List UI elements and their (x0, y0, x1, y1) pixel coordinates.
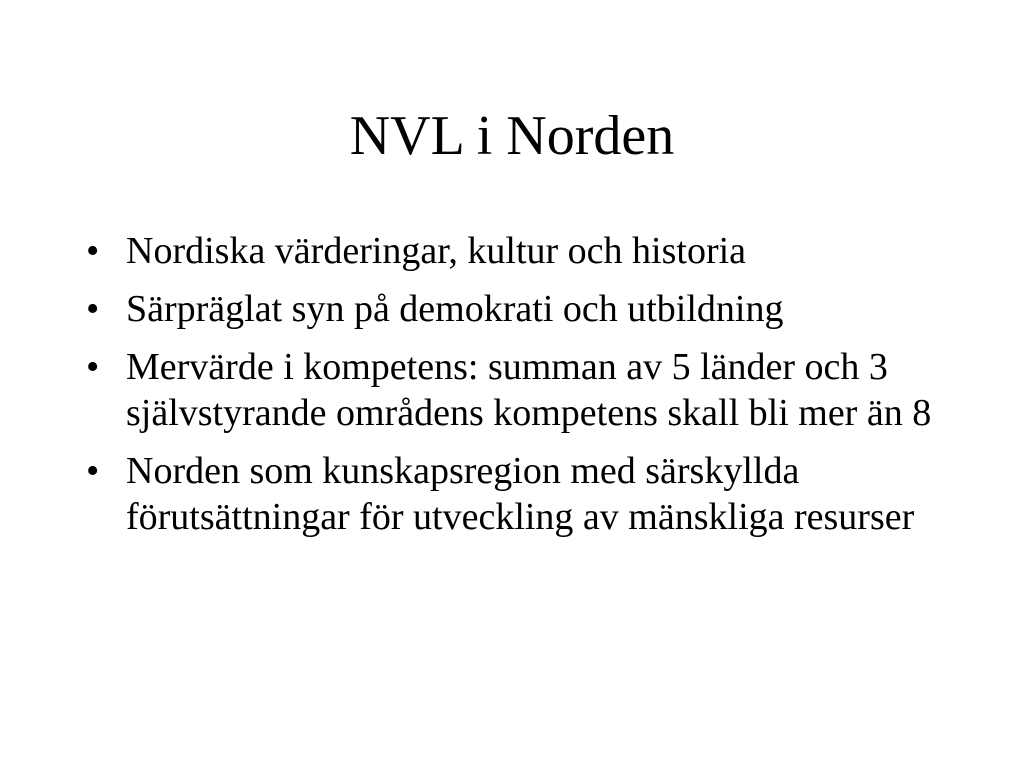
bullet-list (84, 228, 954, 552)
bullet-icon: • (86, 230, 100, 272)
bullet-text: Mervärde i kompetens: summan av 5 länder och 3 självstyrande områdens kompetens skall bli mer än 8 (126, 346, 932, 434)
bullet-item (84, 344, 954, 436)
bullet-text: Nordiska värderingar, kultur och historia (126, 230, 747, 272)
bullet-text: Särpräglat syn på demokrati och utbildning (126, 288, 784, 330)
bullet-item (84, 448, 954, 540)
slide-title: NVL i Norden (349, 105, 675, 167)
bullet-icon: • (86, 288, 100, 330)
bullet-icon: • (86, 450, 100, 492)
bullet-item (84, 286, 954, 332)
bullet-text: Norden som kunskapsregion med särskyllda förutsättningar för utveckling av mänskliga resurser (126, 450, 915, 538)
bullet-icon: • (86, 346, 100, 388)
bullet-item (84, 228, 954, 274)
